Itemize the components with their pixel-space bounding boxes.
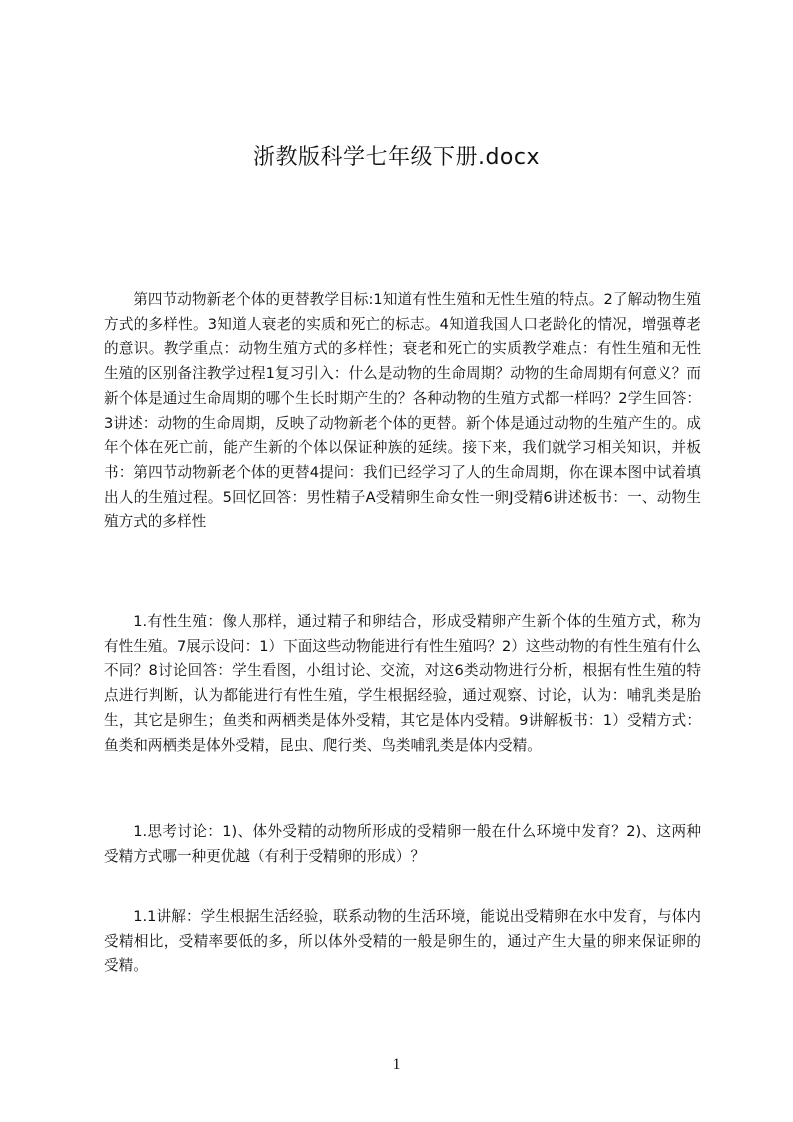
paragraph-objectives: 第四节动物新老个体的更替教学目标:1知道有性生殖和无性生殖的特点。2了解动物生殖方式的多样性。3知道人衰老的实质和死亡的标志。4知道我国人口老龄化的情况，增强尊老的意识。教学重点：动物生殖方式的多样性；衰老和死亡的实质教学难点：有性生殖和无性生殖的区别备注教学过程1复习引入：什么是动物的生命周期？动物的生命周期有何意义？而新个体是通过生命周期的哪个生长时期产生的？各种动物的生殖方式都一样吗？2学生回答：3讲述：动物的生命周期，反映了动物新老个体的更替。新个体是通过动物的生殖产生的。成年个体在死亡前，能产生新的个体以保证种族的延续。接下来，我们就学习相关知识，并板书：第四节动物新老个体的更替4提问：我们已经学习了人的生命周期，你在课本图中试着填出人的生殖过程。5回忆回答：男性精子A受精卵生命女性一卵J受精6讲述板书：一、动物生殖方式的多样性	[104, 291, 701, 531]
page-number: 1	[392, 1056, 401, 1073]
paragraph-sexual-reproduction: 1.有性生殖：像人那样，通过精子和卵结合，形成受精卵产生新个体的生殖方式，称为有性生殖。7展示设问：1）下面这些动物能进行有性生殖吗？2）这些动物的有性生殖有什么不同？8讨论回答：学生看图，小组讨论、交流，对这6类动物进行分析，根据有性生殖的特点进行判断，认为都能进行有性生殖，学生根据经验，通过观察、讨论，认为：哺乳类是胎生，其它是卵生；鱼类和两栖类是体外受精，其它是体内受精。9讲解板书：1）受精方式：鱼类和两栖类是体外受精，昆虫、爬行类、鸟类哺乳类是体内受精。	[104, 613, 701, 754]
paragraph-explanation: 1.1讲解：学生根据生活经验，联系动物的生活环境，能说出受精卵在水中发育，与体内受精相比，受精率要低的多，所以体外受精的一般是卵生的，通过产生大量的卵来保证卵的受精。	[104, 908, 701, 975]
document-title: 浙教版科学七年级下册.docx	[252, 145, 541, 170]
paragraph-discussion: 1.思考讨论：1)、体外受精的动物所形成的受精卵一般在什么环境中发育？2)、这两种受精方式哪一种更优越（有利于受精卵的形成）？	[104, 823, 701, 865]
